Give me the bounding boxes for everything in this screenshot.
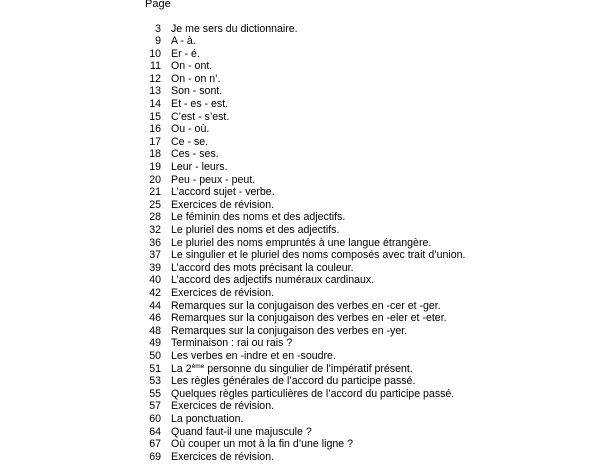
toc-entry-title: Je me sers du dictionnaire. bbox=[171, 22, 298, 35]
toc-entry-title: Er - é. bbox=[171, 47, 200, 60]
toc-entry-title: On - ont. bbox=[171, 60, 213, 73]
toc-entry-title: Les verbes en -indre et en -soudre. bbox=[171, 349, 336, 362]
toc-entry-title bbox=[171, 363, 413, 376]
toc-entry-title: Son - sont. bbox=[171, 85, 223, 98]
toc-entry-title: Remarques sur la conjugaison des verbes en -cer et -ger. bbox=[171, 299, 441, 312]
toc-entry-title: Exercices de révision. bbox=[171, 400, 275, 413]
toc-page-number: 21 bbox=[149, 186, 161, 199]
toc-page-number: 48 bbox=[149, 324, 161, 337]
toc-page-number: 28 bbox=[149, 211, 161, 224]
toc-entry-title: Remarques sur la conjugaison des verbes en -yer. bbox=[171, 324, 408, 337]
toc-entry-title: Ce - se. bbox=[171, 135, 209, 148]
toc-page-number: 49 bbox=[149, 337, 161, 350]
toc-page-number: 15 bbox=[149, 110, 161, 123]
toc-page-number: 20 bbox=[149, 173, 161, 186]
toc-page-number: 44 bbox=[149, 299, 161, 312]
toc-page-number: 14 bbox=[149, 98, 161, 111]
toc-entry-title: Leur - leurs. bbox=[171, 161, 228, 174]
toc-entry-title: Peu - peux - peut. bbox=[171, 173, 256, 186]
toc-page-number: 60 bbox=[149, 412, 161, 425]
toc-entry-title: Quand faut-il une majuscule ? bbox=[171, 425, 312, 438]
toc-page-number: 11 bbox=[150, 60, 161, 73]
toc-entry-title: Quelques règles particulières de l’accord du participe passé. bbox=[171, 387, 455, 400]
toc-page-number: 18 bbox=[149, 148, 161, 161]
toc-page-number: 39 bbox=[149, 261, 161, 274]
toc-entry-title-part: personne du singulier de l’impératif présent. bbox=[204, 362, 413, 375]
toc-page-number: 69 bbox=[149, 450, 161, 463]
toc-page-number: 17 bbox=[149, 135, 161, 148]
toc-page-number: 50 bbox=[149, 349, 161, 362]
toc-page-number: 3 bbox=[155, 22, 161, 35]
toc-entry-title-part: La 2 bbox=[171, 362, 192, 375]
toc-entry-title: Le pluriel des noms et des adjectifs. bbox=[171, 224, 340, 236]
toc-entry-title: Terminaison : rai ou rais ? bbox=[171, 337, 293, 350]
page-column-header: Page bbox=[145, 0, 171, 10]
toc-page-number: 12 bbox=[149, 72, 161, 85]
toc-page-number: 36 bbox=[149, 236, 161, 249]
toc-page-number: 46 bbox=[149, 312, 161, 325]
toc-entry-title: Où couper un mot à la fin d’une ligne ? bbox=[171, 438, 353, 451]
toc-page-number: 25 bbox=[149, 198, 161, 211]
toc-page-number: 67 bbox=[149, 438, 161, 451]
toc-page-number: 19 bbox=[149, 161, 161, 174]
toc-entry-title: La ponctuation. bbox=[171, 412, 244, 425]
toc-page-number: 40 bbox=[149, 274, 161, 287]
toc-entry-title: Remarques sur la conjugaison des verbes en -eler et -eter. bbox=[171, 312, 447, 325]
toc-entry-title: Exercices de révision. bbox=[171, 450, 275, 463]
toc-entry-title: C’est - s’est. bbox=[171, 110, 230, 123]
toc-entry-title: Le singulier et le pluriel des noms composés avec trait d’union. bbox=[171, 249, 466, 262]
toc-page-number: 13 bbox=[149, 85, 161, 98]
toc-page-number: 10 bbox=[149, 47, 161, 60]
toc-page-number: 32 bbox=[149, 224, 161, 236]
toc-entry-title: A - à. bbox=[171, 35, 196, 48]
toc-page-number: 55 bbox=[149, 387, 161, 400]
toc-page-number: 51 bbox=[149, 362, 161, 375]
toc-page-number: 16 bbox=[149, 123, 161, 136]
toc-page-number: 37 bbox=[149, 249, 161, 262]
toc-entry-title: Exercices de révision. bbox=[171, 286, 275, 299]
toc-page-number: 57 bbox=[149, 400, 161, 413]
toc-page-number: 64 bbox=[149, 425, 161, 438]
toc-entry-title: On - on n’. bbox=[171, 72, 221, 85]
toc-page-number: 53 bbox=[149, 375, 161, 388]
toc-entry-title: Exercices de révision. bbox=[171, 198, 275, 211]
toc-entry-title: Le féminin des noms et des adjectifs. bbox=[171, 211, 346, 224]
toc-entry-title: Les règles générales de l’accord du participe passé. bbox=[171, 375, 416, 388]
toc-entry-title: L’accord des adjectifs numéraux cardinaux. bbox=[171, 274, 375, 287]
toc-entry-title: Le pluriel des noms empruntés à une langue étrangère. bbox=[171, 236, 432, 249]
toc-entry-title: Et - es - est. bbox=[171, 98, 229, 111]
toc-entry-title-superscript: ème bbox=[191, 362, 205, 370]
toc-entry-title: Ces - ses. bbox=[171, 148, 219, 161]
toc-page-number: 42 bbox=[149, 286, 161, 299]
toc-entry-title: Ou - où. bbox=[171, 123, 210, 136]
toc-entry-title: L’accord des mots précisant la couleur. bbox=[171, 261, 354, 274]
toc-entry-title: L’accord sujet - verbe. bbox=[171, 186, 275, 199]
toc-page-number: 9 bbox=[155, 35, 161, 48]
